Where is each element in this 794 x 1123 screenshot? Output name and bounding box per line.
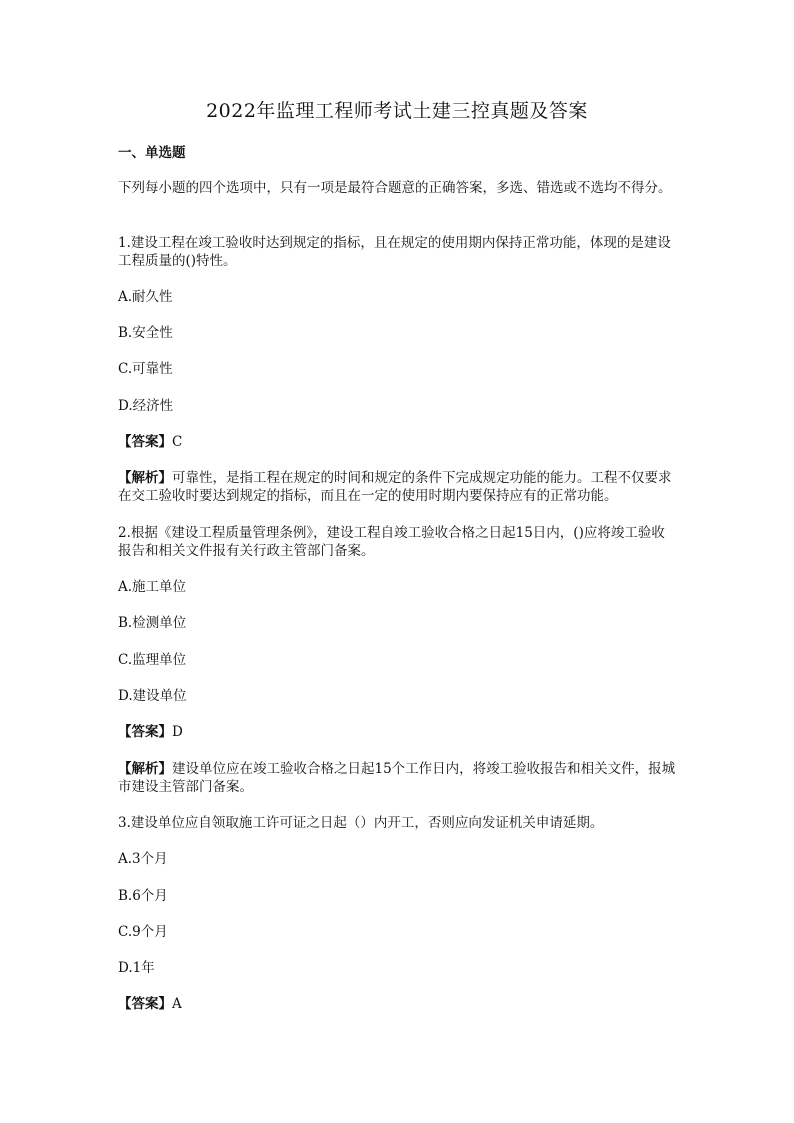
answer-label: 【答案】 [118,434,172,450]
question-2-option-a: A.施工单位 [118,579,187,595]
question-3-option-b: B.6个月 [118,888,168,904]
question-3-option-a: A.3个月 [118,851,168,867]
answer-value: A [172,996,182,1012]
question-3-stem: 3.建设单位应自领取施工许可证之日起（）内开工，否则应向发证机关申请延期。 [118,815,604,831]
question-1-analysis [118,469,678,505]
question-2-option-b: B.检测单位 [118,615,187,631]
answer-label: 【答案】 [118,724,172,740]
question-1-answer [118,433,182,451]
instructions-text: 下列每小题的四个选项中，只有一项是最符合题意的正确答案，多选、错选或不选均不得分。 [118,180,672,196]
analysis-label: 【解析】 [118,470,172,486]
question-1-option-d: D.经济性 [118,398,174,414]
answer-value: C [172,434,183,450]
document-title: 2022年监理工程师考试土建三控真题及答案 [206,100,588,122]
answer-label: 【答案】 [118,996,172,1012]
question-1-option-a: A.耐久性 [118,289,173,305]
question-1-option-c: C.可靠性 [118,361,173,377]
question-3-answer [118,995,182,1013]
question-1-stem: 1.建设工程在竣工验收时达到规定的指标，且在规定的使用期内保持正常功能，体现的是建设工程质量的()特性。 [118,235,671,269]
question-2-analysis [118,760,678,796]
section-heading: 一、单选题 [118,145,186,161]
question-2-answer [118,723,183,741]
question-2-option-c: C.监理单位 [118,652,187,668]
question-2-stem: 2.根据《建设工程质量管理条例》，建设工程自竣工验收合格之日起15日内，()应将竣工验收报告和相关文件报有关行政主管部门备案。 [118,525,665,559]
question-1-option-b: B.安全性 [118,325,173,341]
analysis-label: 【解析】 [118,761,172,777]
analysis-text: 可靠性，是指工程在规定的时间和规定的条件下完成规定功能的能力。工程不仅要求在交工验收时要达到规定的指标，而且在一定的使用时期内要保持应有的正常功能。 [118,470,672,504]
analysis-text: 建设单位应在竣工验收合格之日起15个工作日内，将竣工验收报告和相关文件，报城市建设主管部门备案。 [118,761,676,795]
question-2-option-d: D.建设单位 [118,688,187,704]
answer-value: D [172,724,183,740]
question-3-option-d: D.1年 [118,960,155,976]
question-3-option-c: C.9个月 [118,924,168,940]
